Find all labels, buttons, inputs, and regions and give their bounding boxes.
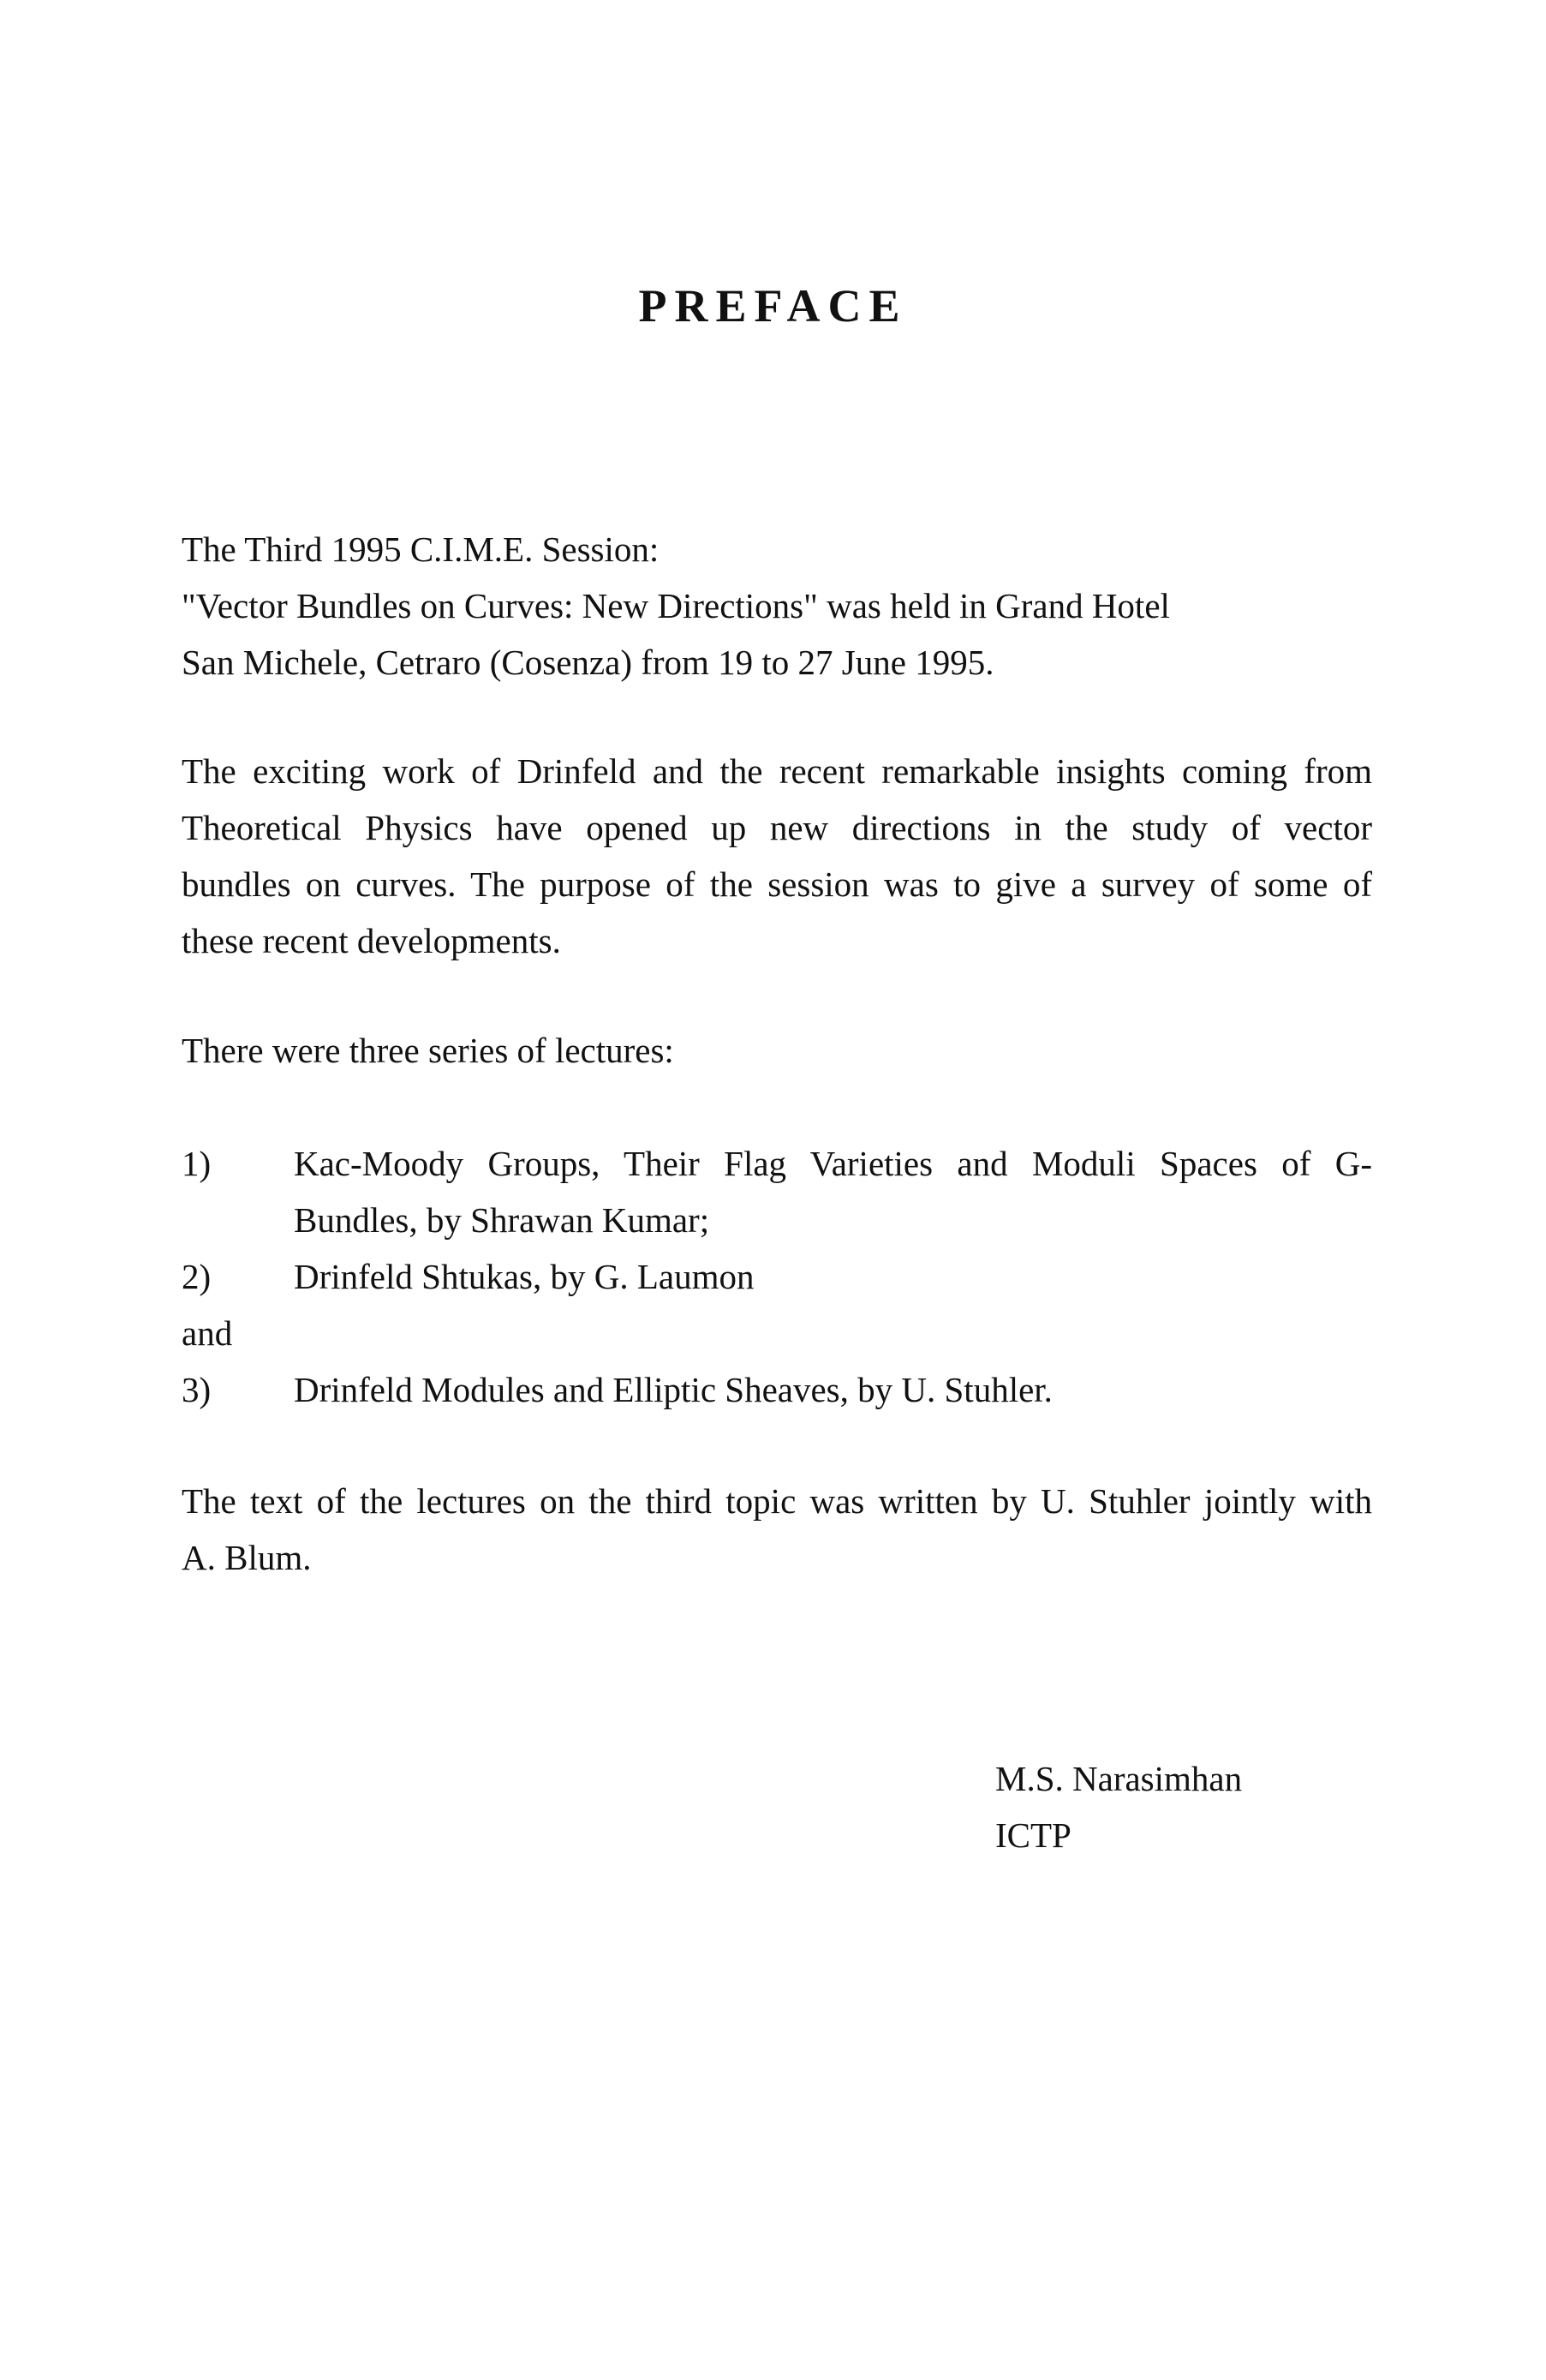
lecture-2-line-1: Drinfeld Shtukas, by G. Laumon [294, 1257, 755, 1296]
intro-line-2: Theoretical Physics have opened up new directions in the study of vector [182, 808, 1372, 847]
session-line-3: San Michele, Cetraro (Cosenza) from 19 to 27 June 1995. [182, 643, 994, 682]
lecture-text-1 [294, 1135, 1372, 1248]
lecture-number-1: 1) [182, 1144, 212, 1183]
lecture-number-3: 3) [182, 1370, 212, 1409]
intro-line-4: these recent developments. [182, 921, 561, 960]
lecture-1-line-1: Kac-Moody Groups, Their Flag Varieties and Moduli Spaces of G- [294, 1144, 1372, 1183]
session-line-2: "Vector Bundles on Curves: New Directions" was held in Grand Hotel [182, 586, 1170, 625]
session-line-1: The Third 1995 C.I.M.E. Session: [182, 529, 660, 569]
intro-line-3: bundles on curves. The purpose of the session was to give a survey of some of [182, 864, 1372, 904]
session-paragraph [182, 521, 1372, 691]
signature-institution: ICTP [995, 1815, 1071, 1855]
lecture-text-2 [294, 1248, 1372, 1305]
lecture-item-1 [182, 1135, 1372, 1248]
lecture-item-2 [182, 1248, 1372, 1305]
closing-paragraph [182, 1473, 1372, 1586]
lecture-item-3 [182, 1361, 1372, 1418]
lecture-3-line-1: Drinfeld Modules and Elliptic Sheaves, by U. Stuhler. [294, 1370, 1053, 1409]
closing-line-1: The text of the lectures on the third topic was written by U. Stuhler jointly with [182, 1481, 1372, 1521]
lecture-number-2: 2) [182, 1257, 212, 1296]
lecture-series-heading: There were three series of lectures: [182, 1031, 674, 1070]
page-title: PREFACE [638, 280, 908, 332]
lecture-conjunction: and [182, 1313, 233, 1353]
closing-line-2: A. Blum. [182, 1538, 312, 1577]
lecture-1-line-2: Bundles, by Shrawan Kumar; [294, 1200, 710, 1240]
lecture-text-3 [294, 1361, 1372, 1418]
signature-name: M.S. Narasimhan [995, 1759, 1243, 1798]
signature-block [995, 1750, 1242, 1863]
intro-paragraph [182, 743, 1372, 969]
intro-line-1: The exciting work of Drinfeld and the recent remarkable insights coming from [182, 751, 1372, 791]
